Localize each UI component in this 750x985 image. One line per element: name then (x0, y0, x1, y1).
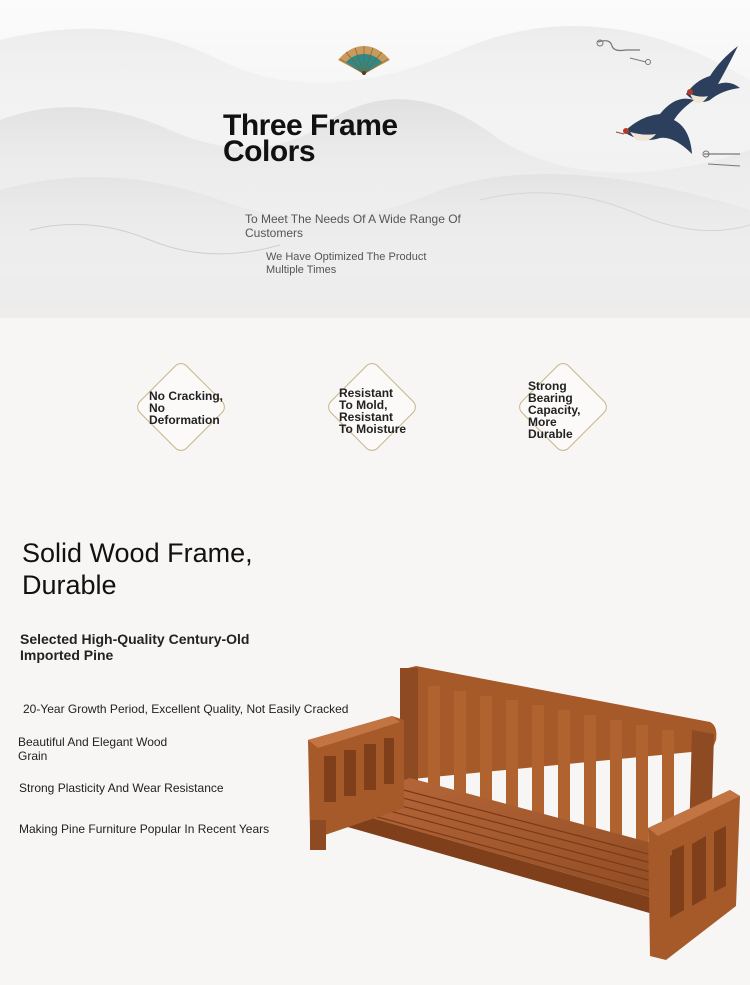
wooden-sofa-frame-image (300, 660, 745, 965)
feature-line: Bearing (528, 391, 573, 405)
section-divider (0, 310, 750, 318)
feature-line: Resistant (339, 410, 394, 424)
wood-title-line-1: Solid Wood Frame, (22, 538, 253, 568)
wood-point-popular: Making Pine Furniture Popular In Recent Years (19, 822, 270, 836)
feature-line: Capacity, (528, 403, 581, 417)
feature-badge-crack-free (124, 350, 238, 464)
wood-section-title (22, 537, 322, 601)
feature-line: No (149, 401, 165, 415)
wood-point-grain: Beautiful And Elegant Wood Grain (18, 735, 168, 763)
wood-headline: Selected High-Quality Century-Old Imported Pine (20, 631, 250, 663)
wood-title-line-2: Durable (22, 570, 117, 600)
swallow-birds-icon (590, 36, 750, 176)
feature-line: No Cracking, (149, 389, 224, 403)
hero-banner (0, 0, 750, 310)
hero-title-line-2: Colors (223, 135, 316, 168)
feature-line: Durable (528, 427, 573, 441)
feature-line: Strong (528, 379, 567, 393)
wood-point-growth: 20-Year Growth Period, Excellent Quality, Not Easily Cracked (23, 702, 349, 716)
hero-note: We Have Optimized The Product Multiple Times (266, 251, 427, 276)
feature-line: Deformation (149, 413, 220, 427)
feature-badge-text (149, 390, 223, 426)
feature-badge-load-bearing (506, 350, 620, 464)
wood-point-plasticity: Strong Plasticity And Wear Resistance (19, 781, 224, 795)
feature-badge-text (528, 380, 580, 440)
feature-line: More (528, 415, 557, 429)
feature-line: To Mold, (339, 398, 388, 412)
folding-fan-icon (336, 44, 392, 76)
feature-badge-moisture-resistant (315, 350, 429, 464)
hero-subtitle: To Meet The Needs Of A Wide Range Of Customers (245, 212, 461, 240)
feature-line: To Moisture (339, 422, 407, 436)
hero-title-line-1: Three Frame (223, 109, 398, 142)
hero-title (223, 109, 483, 168)
feature-line: Resistant (339, 386, 394, 400)
feature-badge-text (339, 387, 406, 435)
